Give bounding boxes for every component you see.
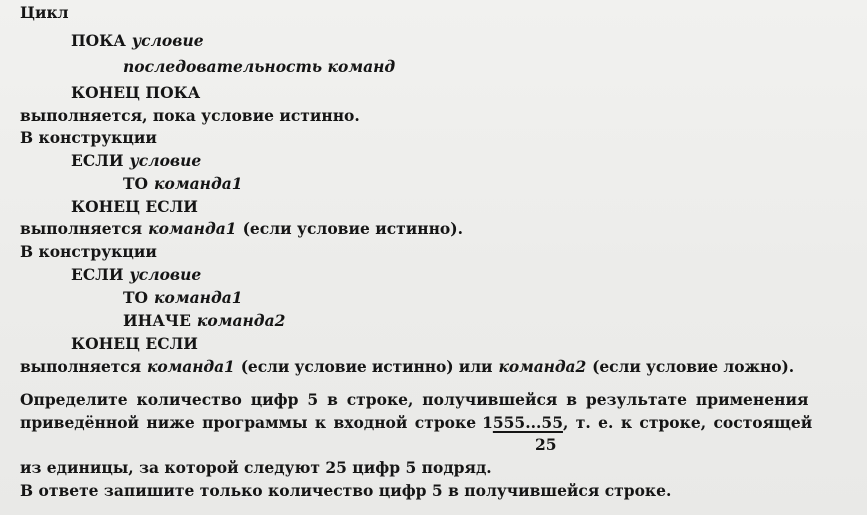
keyword-then: ТО: [123, 174, 149, 193]
loop-while-line: [71, 31, 204, 51]
if2-then-line: [123, 288, 243, 308]
if2-explain-command2: команда2: [498, 357, 587, 376]
task-line-1: Определите количество цифр 5 в строке, получившейся в результате применения: [20, 390, 809, 409]
loop-intro: Цикл: [20, 3, 69, 22]
input-string-fives: 555...55: [492, 413, 563, 432]
if1-command1: команда1: [154, 174, 243, 193]
loop-explanation: выполняется, пока условие истинно.: [20, 106, 360, 125]
keyword-while: ПОКА: [71, 31, 126, 50]
if2-command1: команда1: [154, 288, 243, 307]
if2-command2: команда2: [196, 311, 286, 330]
if2-intro: В конструкции: [20, 242, 157, 261]
loop-condition: условие: [131, 31, 204, 50]
if1-explanation: выполняется команда1 (если условие истинно).: [20, 219, 463, 238]
input-string: 1555...55: [482, 413, 563, 432]
if1-intro: В конструкции: [20, 128, 157, 147]
loop-end: КОНЕЦ ПОКА: [71, 83, 201, 102]
if2-explain-command1: команда1: [146, 357, 235, 376]
if1-then-line: [123, 174, 243, 194]
if2-if-line: [71, 265, 201, 285]
task-line-2: приведённой ниже программы к входной строке 1555...55, т. е. к строке, состоящей: [20, 413, 813, 432]
if2-end: КОНЕЦ ЕСЛИ: [71, 334, 198, 353]
if2-condition: условие: [129, 265, 202, 284]
keyword-then: ТО: [123, 288, 149, 307]
keyword-if: ЕСЛИ: [71, 265, 124, 284]
if2-else-line: [123, 311, 285, 331]
keyword-if: ЕСЛИ: [71, 151, 124, 170]
if1-condition: условие: [129, 151, 202, 170]
if1-if-line: [71, 151, 201, 171]
task-line-4: В ответе запишите только количество цифр 5 в получившейся строке.: [20, 481, 672, 500]
if1-explain-command: команда1: [148, 219, 237, 238]
if1-end: КОНЕЦ ЕСЛИ: [71, 197, 198, 216]
keyword-else: ИНАЧЕ: [123, 311, 191, 330]
loop-body: последовательность команд: [123, 57, 396, 76]
fives-count-label: 25: [535, 435, 557, 454]
if2-explanation: выполняется команда1 (если условие истинно) или команда2 (если условие ложно).: [20, 357, 794, 376]
task-line-3: из единицы, за которой следуют 25 цифр 5 подряд.: [20, 458, 492, 477]
